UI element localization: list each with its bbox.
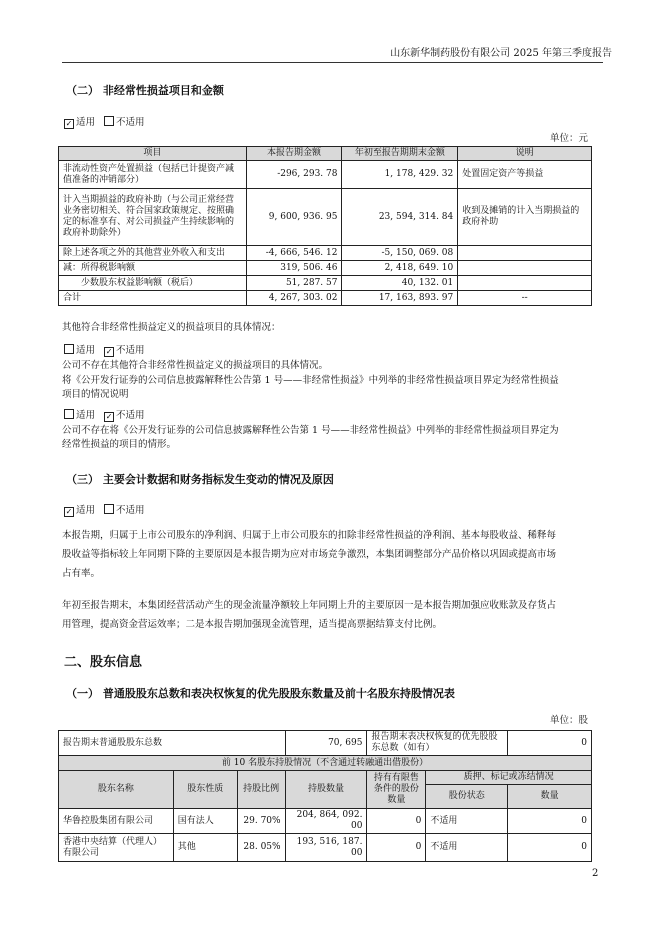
unchecked-box-icon[interactable] <box>64 409 74 419</box>
checked-box-icon[interactable]: ✓ <box>105 412 113 421</box>
shareholder-totals-row: 报告期末普通股股东总数 70, 695 报告期末表决权恢复的优先股股东总数（如有） 0 <box>59 731 592 756</box>
part-2-title: 二、股东信息 <box>64 655 143 670</box>
other-def-label: 其他符合非经常性损益定义的损益项目的具体情况： <box>62 322 281 333</box>
unchecked-box-icon[interactable] <box>104 116 114 126</box>
page-number: 2 <box>592 868 599 879</box>
checked-box-icon[interactable]: ✓ <box>65 119 73 128</box>
non-recurring-table <box>58 146 592 306</box>
table-row: 华鲁控股集团有限公司 国有法人 29. 70% 204, 864, 092. 00 0 不适用 0 <box>59 809 592 834</box>
explanation-paragraph-2: 年初至报告期末，本集团经营活动产生的现金流量净额较上年同期上升的主要原因一是本报告期加强应收账款及存货占 用管理，提高资金营运效率；二是本报告期加强现金流管理，适当提高票据结算支付比例。 <box>62 600 557 630</box>
shareholder-subtitle: （一） 普通股股东总数和表决权恢复的优先股股东数量及前十名股东持股情况表 <box>66 687 455 700</box>
unit-label: 单位：股 <box>549 715 588 726</box>
table-row: 除上述各项之外的其他营业外收入和支出 -4, 666, 546. 12 -5, 150, 069. 08 <box>59 246 592 261</box>
unchecked-box-icon[interactable] <box>64 344 74 354</box>
explanation-paragraph-1: 本报告期，归属于上市公司股东的净利润、归属于上市公司股东的扣除非经常性损益的净利润、基本每股收益、稀释每 股收益等指标较上年同期下降的主要原因是本报告期为应对市场竞争激烈，本集团调整部分产品价格以巩固或提高市场 占有率。 <box>62 530 557 579</box>
other-def-text: 公司不存在其他符合非经常性损益定义的损益项目的具体情况。 <box>62 360 329 371</box>
table-row: 香港中央结算（代理人）有限公司 其他 28. 05% 193, 516, 187. 00 0 不适用 0 <box>59 834 592 862</box>
unit-label: 单位：元 <box>549 133 588 144</box>
announce-line-2: 项目的情况说明 <box>62 389 129 400</box>
shareholder-table <box>58 730 592 862</box>
table-row: 少数股东权益影响额（税后） 51, 287. 57 40, 132. 01 <box>59 276 592 291</box>
section-3-check: ✓ 适用 不适用 <box>65 505 145 516</box>
checked-box-icon[interactable]: ✓ <box>105 347 113 356</box>
checked-box-icon[interactable]: ✓ <box>65 507 73 516</box>
announce-text-1: 公司不存在将《公开发行证券的公司信息披露解释性公告第 1 号——非经常性损益》中列举的非经常性损益项目界定为 <box>62 425 559 436</box>
announce-line-1: 将《公开发行证券的公司信息披露解释性公告第 1 号——非经常性损益》中列举的非经常性损益项目界定为经常性损益 <box>62 375 559 386</box>
table-header: 项目 本报告期金额 年初至报告期期末金额 说明 <box>59 147 592 161</box>
section-2-check: ✓ 适用 不适用 <box>65 117 145 128</box>
other-def-check: 适用 ✓ 不适用 <box>64 342 145 356</box>
shareholder-header-row: 股东名称 股东性质 持股比例 持股数量 持有有限售条件的股份数量 质押、标记或冻结情况 <box>59 771 592 785</box>
table-row: 计入当期损益的政府补助（与公司正常经营业务密切相关、符合国家政策规定、按照确定的标准享有、对公司损益产生持续影响的政府补助除外） 9, 600, 936. 95 23, 594, 314. 84 收到及摊销的计入当期损益的政府补助 <box>59 189 592 246</box>
table-row: 减：所得税影响额 319, 506. 46 2, 418, 649. 10 <box>59 261 592 276</box>
header-divider <box>62 62 603 63</box>
table-row: 非流动性资产处置损益（包括已计提资产减值准备的冲销部分） -296, 293. 78 1, 178, 429. 32 处置固定资产等损益 <box>59 161 592 189</box>
section-2-title: （二） 非经常性损益项目和金额 <box>66 84 224 97</box>
unchecked-box-icon[interactable] <box>104 504 114 514</box>
top10-caption-row: 前 10 名股东持股情况（不含通过转融通出借股份） <box>59 756 592 771</box>
announce-text-2: 经常性损益的项目的情形。 <box>62 439 177 450</box>
shareholder-subheader-row: 股份状态 数量 <box>59 785 592 809</box>
table-row-total: 合计 4, 267, 303. 02 17, 163, 893. 97 -- <box>59 291 592 306</box>
announce-check: 适用 ✓ 不适用 <box>64 407 145 421</box>
report-header: 山东新华制药股份有限公司 2025 年第三季度报告 <box>390 48 612 59</box>
section-3-title: （三） 主要会计数据和财务指标发生变动的情况及原因 <box>66 473 334 486</box>
